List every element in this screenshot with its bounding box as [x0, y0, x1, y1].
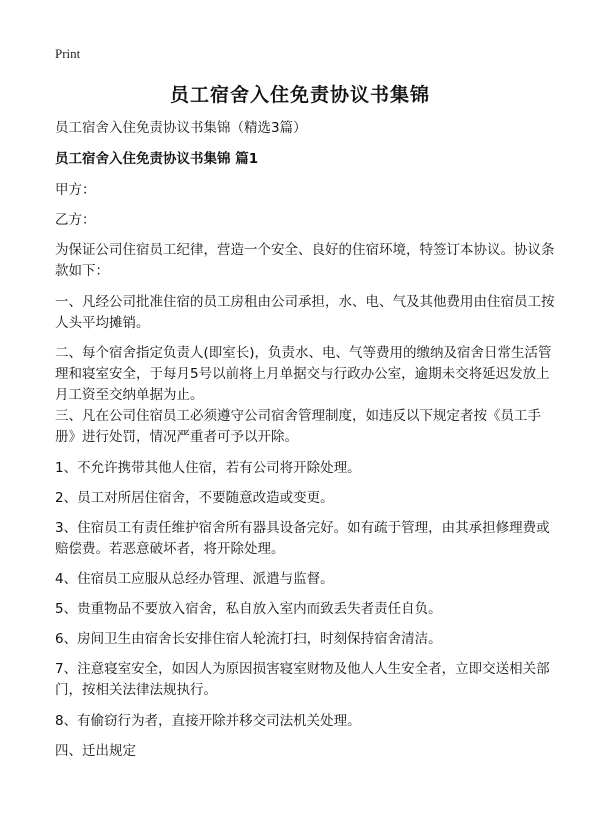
print-label: Print: [55, 46, 81, 61]
rule-item-2: 2、员工对所居住宿舍，不要随意改造或变更。: [55, 490, 334, 506]
rule-item-6: 6、房间卫生由宿舍长安排住宿人轮流打扫，时刻保持宿舍清洁。: [55, 631, 442, 647]
rule-item-8: 8、有偷窃行为者，直接开除并移交司法机关处理。: [55, 713, 361, 729]
party-b-label: 乙方：: [55, 212, 96, 228]
paragraph-clause-1: 一、凡经公司批准住宿的员工房租由公司承担，水、电、气及其他费用由住宿员工按人头平均摊销。: [55, 294, 555, 331]
paragraph-clause-2: 二、每个宿舍指定负责人(即室长)，负责水、电、气等费用的缴纳及宿舍日常生活管理和寝室安全，于每月5号以前将上月单据交与行政办公室，逾期未交将延迟发放上月工资至交纳单据为止。: [55, 345, 552, 403]
section-heading: 员工宿舍入住免责协议书集锦 篇1: [55, 151, 259, 167]
page-title: 员工宿舍入住免责协议书集锦: [169, 84, 430, 106]
document-subtitle: 员工宿舍入住免责协议书集锦（精选3篇）: [55, 120, 307, 136]
paragraph-intro: 为保证公司住宿员工纪律，营造一个安全、良好的住宿环境，特签订本协议。协议条款如下：: [55, 242, 555, 279]
rule-item-3: 3、住宿员工有责任维护宿舍所有器具设备完好。如有疏于管理，由其承担修理费或赔偿费。若恶意破坏者，将开除处理。: [55, 520, 550, 557]
rule-item-7: 7、注意寝室安全，如因人为原因损害寝室财物及他人人生安全者，立即交送相关部门，按相关法律法规执行。: [55, 661, 550, 698]
rule-item-1: 1、不允许携带其他人住宿，若有公司将开除处理。: [55, 460, 361, 476]
paragraph-clause-4: 四、迁出规定: [55, 743, 136, 759]
paragraph-clause-3: 三、凡在公司住宿员工必须遵守公司宿舍管理制度，如违反以下规定者按《员工手册》进行处罚，情况严重者可予以开除。: [55, 408, 541, 445]
party-a-label: 甲方：: [55, 182, 96, 198]
rule-item-5: 5、贵重物品不要放入宿舍，私自放入室内而致丢失者责任自负。: [55, 601, 442, 617]
rule-item-4: 4、住宿员工应服从总经办管理、派遣与监督。: [55, 571, 334, 587]
